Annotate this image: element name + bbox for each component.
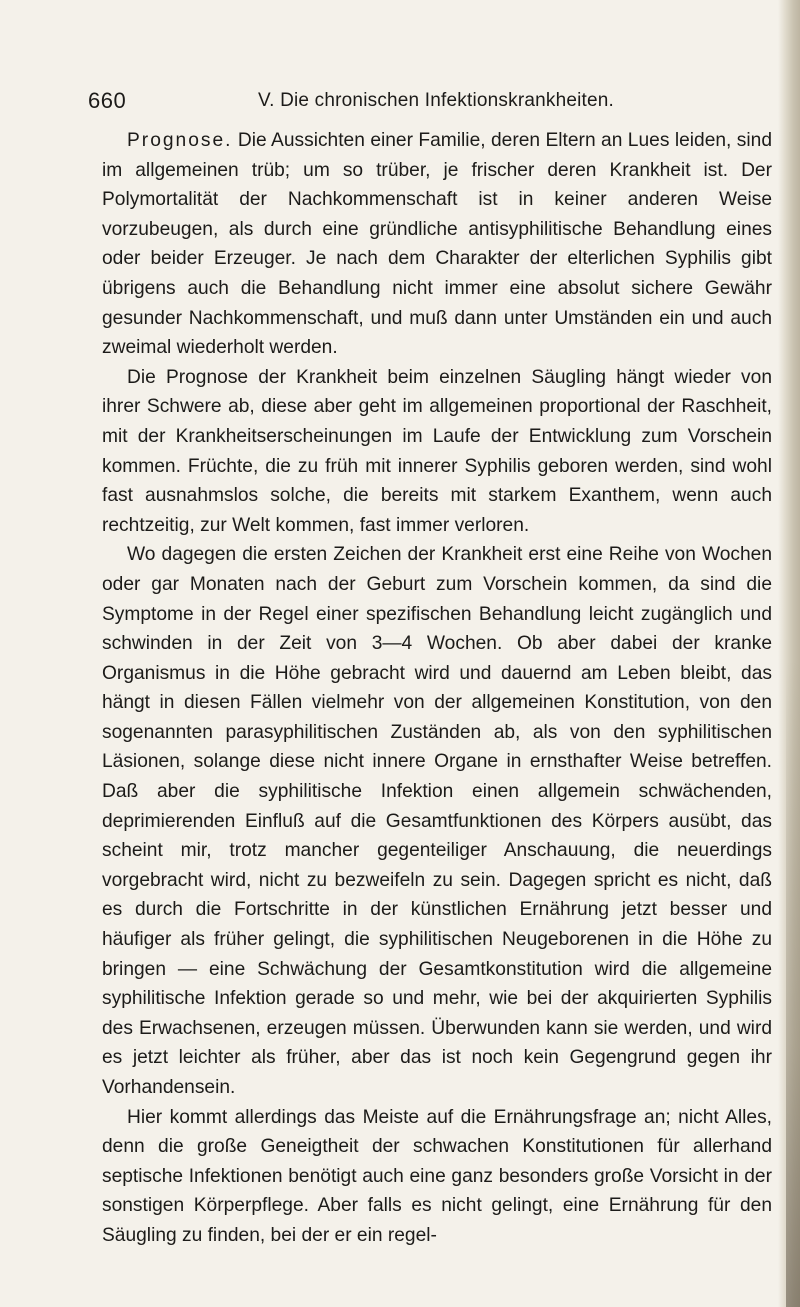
page-edge-darkening: [786, 660, 800, 1307]
page-header: [88, 86, 768, 116]
body-text: [102, 126, 772, 1251]
paragraph: [102, 363, 772, 541]
paragraph-text: Die Prognose der Krankheit beim einzelnen Säugling hängt wieder von ihrer Schwere ab, diese aber geht im allgemeinen proportional der Raschheit, mit der Krankheitserscheinungen im Laufe der Entwicklung zum Vorschein kommen. Früchte, die zu früh mit innerer Syphilis geboren werden, sind wohl fast ausnahmslos solche, die bereits mit starkem Exanthem, wenn auch rechtzeitig, zur Welt kommen, fast immer verloren.: [102, 366, 772, 536]
paragraph-text: Wo dagegen die ersten Zeichen der Krankheit erst eine Reihe von Wochen oder gar Monaten nach der Geburt zum Vorschein kommen, da sind die Symptome in der Regel einer spezifischen Behandlung leicht zugänglich und schwinden in der Zeit von 3—4 Wochen. Ob aber dabei der kranke Organismus in die Höhe gebracht wird und dauernd am Leben bleibt, das hängt in diesen Fällen vielmehr von der allgemeinen Konstitution, von den sogenannten parasyphilitischen Zuständen ab, als von den syphilitischen Läsionen, solange diese nicht innere Organe in ernsthafter Weise betreffen. Daß aber die syphilitische Infektion einen allgemein schwächenden, deprimierenden Einfluß auf die Gesamtfunktionen des Körpers ausübt, das scheint mir, trotz mancher gegenteiliger Anschauung, die neuerdings vorgebracht wird, nicht zu bezweifeln zu sein. Dagegen spricht es nicht, daß es durch die Fortschritte in der künstlichen Ernährung jetzt besser und häufiger als früher gelingt, die syphilitischen Neugeborenen in die Höhe zu bringen — eine Schwächung der Gesamtkonstitution wird die allgemeine syphilitische Infektion gerade so und mehr, wie bei der akquirierten Syphilis des Erwachsenen, erzeugen müssen. Überwunden kann sie werden, und wird es jetzt leichter als früher, aber das ist noch kein Gegengrund gegen ihr Vorhandensein.: [102, 544, 772, 1098]
paragraph: [102, 1103, 772, 1251]
paragraph-prognose: [102, 126, 772, 363]
paragraph: [102, 540, 772, 1102]
paragraph-lead-word: Prognose.: [127, 130, 233, 151]
paragraph-text: Die Aussichten einer Familie, deren Eltern an Lues leiden, sind im allgemeinen trüb; um so trüber, je frischer deren Krankheit ist. Der Polymortalität der Nachkommenschaft ist in keiner anderen Weise vorzubeugen, als durch eine gründliche antisyphilitische Behandlung eines oder beider Erzeuger. Je nach dem Charakter der elterlichen Syphilis gibt übrigens auch die Behandlung nicht immer eine absolut sichere Gewähr gesunder Nachkommenschaft, und muß dann unter Umständen ein und auch zweimal wiederholt werden.: [102, 130, 772, 359]
page-number: 660: [88, 88, 127, 113]
running-head: V. Die chronischen Infektionskrankheiten.: [258, 90, 615, 111]
paragraph-text: Hier kommt allerdings das Meiste auf die Ernährungsfrage an; nicht Alles, denn die große Geneigtheit der schwachen Konstitutionen für allerhand septische Infektionen benötigt auch eine ganz besonders große Vorsicht in der sonstigen Körperpflege. Aber falls es nicht gelingt, eine Ernährung für den Säugling zu finden, bei der er ein regel-: [102, 1106, 772, 1246]
